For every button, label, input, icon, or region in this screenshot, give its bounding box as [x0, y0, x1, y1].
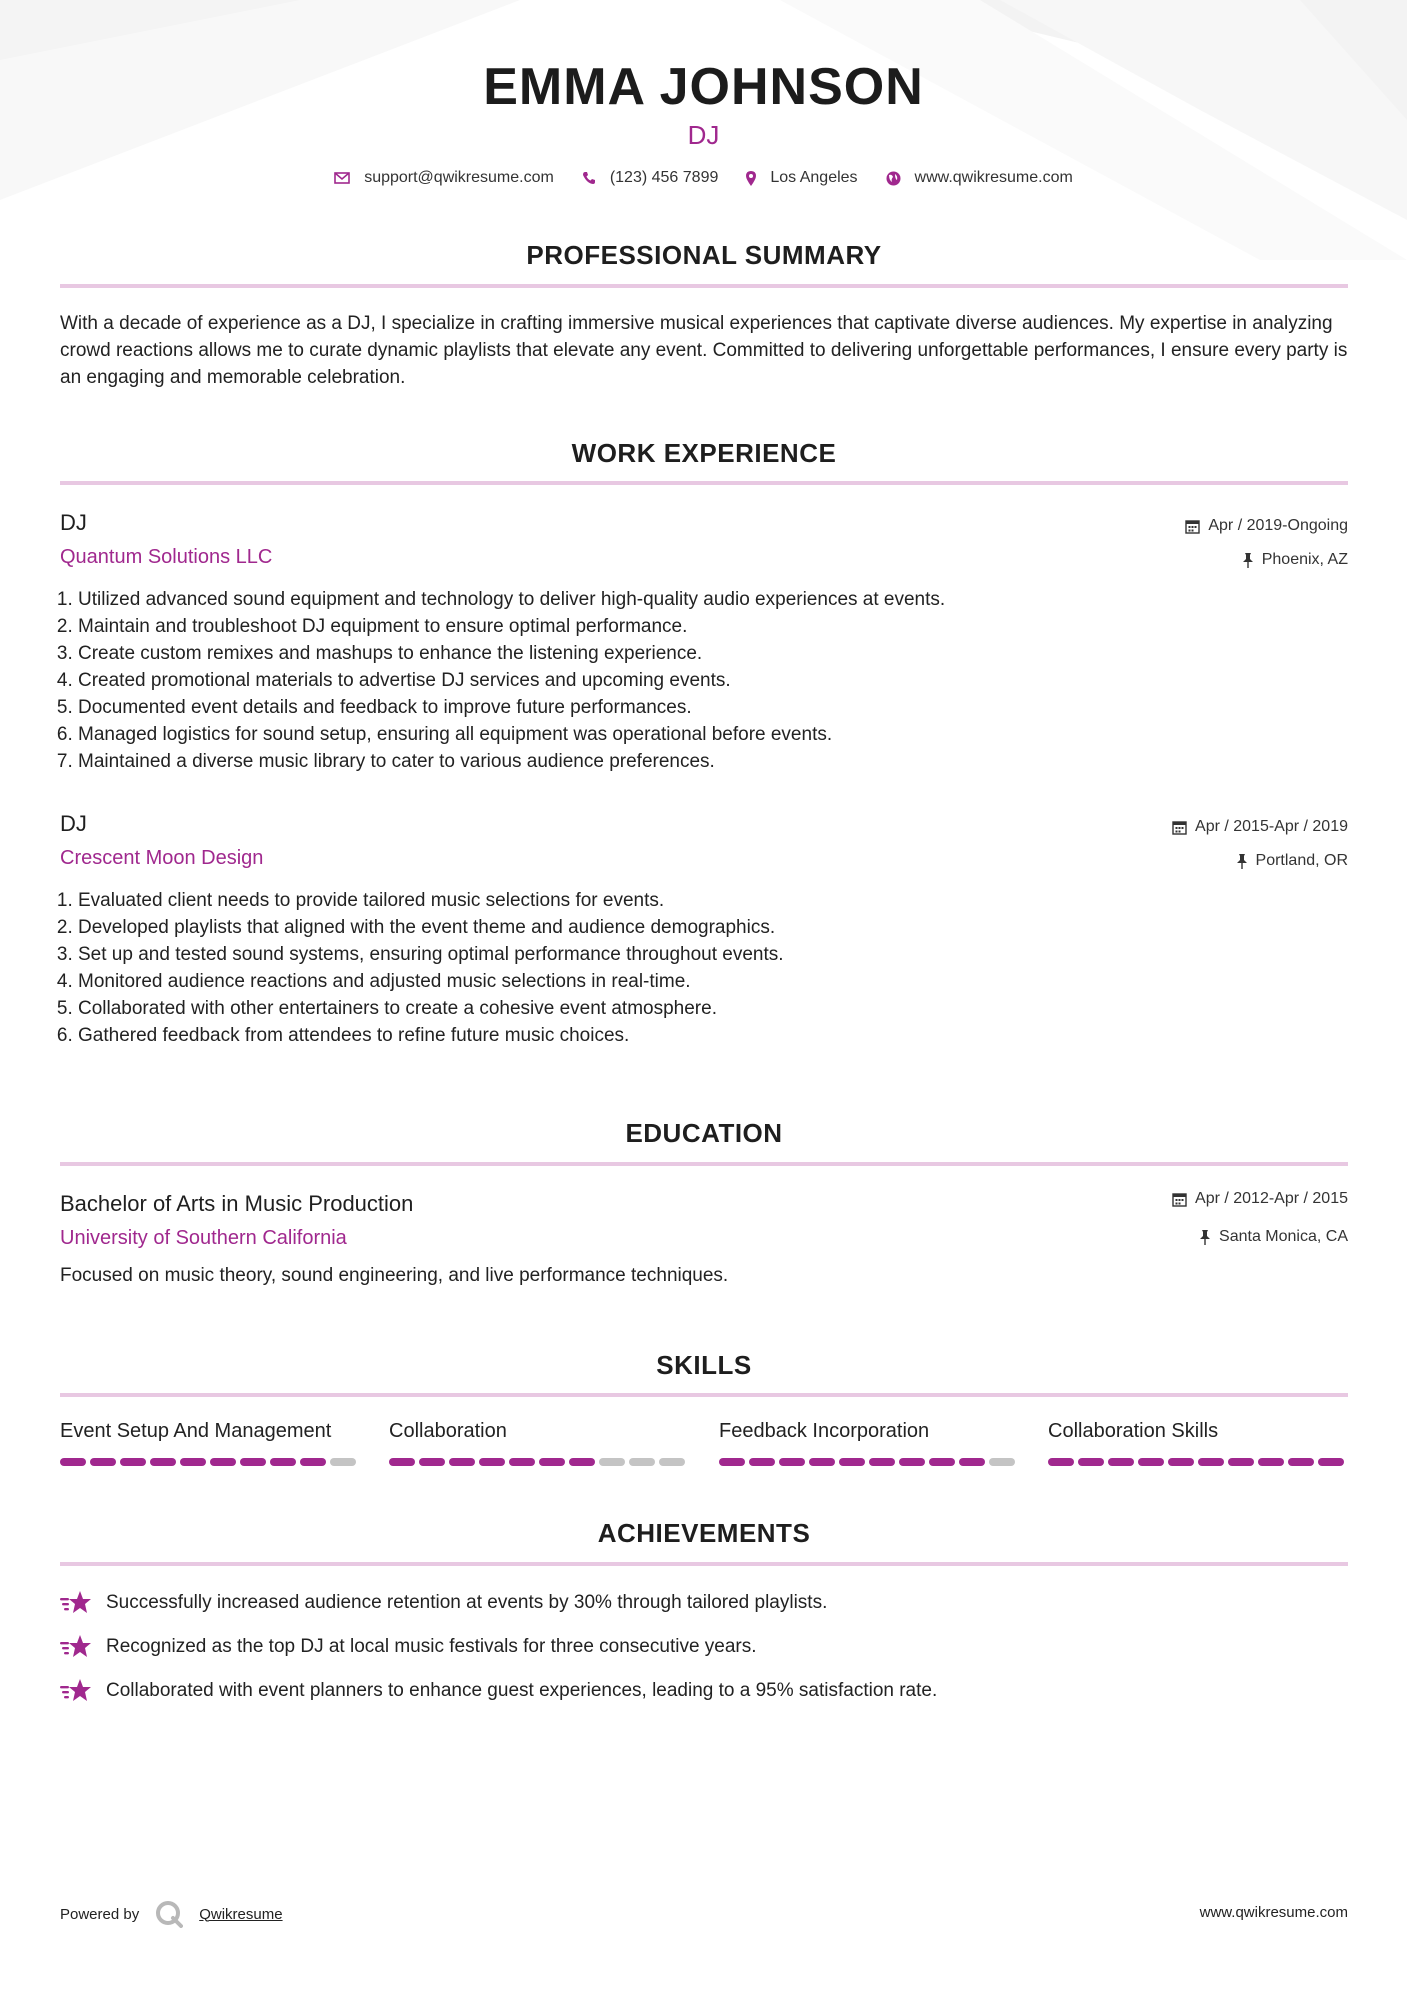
skill-dot-filled	[869, 1458, 895, 1466]
list-item: 5. Documented event details and feedback to improve future performances.	[78, 694, 1338, 721]
job-responsibilities	[56, 887, 1338, 1049]
skill-dot-filled	[449, 1458, 475, 1466]
list-item: 2. Maintain and troubleshoot DJ equipment to ensure optimal performance.	[78, 613, 1338, 640]
job-title: DJ	[60, 510, 87, 535]
skill-dot-filled	[389, 1458, 415, 1466]
list-item: 3. Create custom remixes and mashups to enhance the listening experience.	[78, 640, 1338, 667]
list-item: 2. Developed playlists that aligned with the event theme and audience demographics.	[78, 914, 1338, 941]
skill-dot-filled	[1108, 1458, 1134, 1466]
skill-dot-filled	[719, 1458, 745, 1466]
skill-dot-filled	[749, 1458, 775, 1466]
skill-dot-filled	[509, 1458, 535, 1466]
job-title: DJ	[60, 811, 87, 836]
contact-location-text: Los Angeles	[770, 169, 858, 186]
calendar-icon	[1185, 519, 1200, 534]
skill-dot-filled	[60, 1458, 86, 1466]
achievement-item	[60, 1590, 827, 1616]
job-location-text: Portland, OR	[1255, 852, 1348, 869]
achievement-item	[60, 1678, 937, 1704]
job-company: Quantum Solutions LLC	[60, 546, 273, 568]
skill-dot-filled	[779, 1458, 805, 1466]
skill-item	[389, 1420, 689, 1466]
skill-dot-filled	[1198, 1458, 1224, 1466]
skill-dot-filled	[150, 1458, 176, 1466]
resume-header	[0, 56, 1407, 187]
skill-dot-empty	[989, 1458, 1015, 1466]
contact-phone-text: (123) 456 7899	[609, 169, 719, 186]
skill-dot-filled	[240, 1458, 266, 1466]
skill-dot-filled	[899, 1458, 925, 1466]
job-dates	[1172, 818, 1348, 836]
job-dates-text: Apr / 2019-Ongoing	[1208, 517, 1348, 534]
achievement-text: Recognized as the top DJ at local music festivals for three consecutive years.	[106, 1636, 757, 1657]
skills-divider	[60, 1393, 1348, 1397]
skill-dot-empty	[330, 1458, 356, 1466]
experience-divider	[60, 481, 1348, 485]
list-item: 1. Utilized advanced sound equipment and technology to deliver high-quality audio experiences at events.	[78, 586, 1338, 613]
job-company: Crescent Moon Design	[60, 847, 264, 869]
achievements-heading: ACHIEVEMENTS	[597, 1518, 811, 1548]
skill-dot-filled	[90, 1458, 116, 1466]
skill-dot-filled	[569, 1458, 595, 1466]
skill-dot-filled	[539, 1458, 565, 1466]
phone-icon	[582, 171, 596, 185]
skill-dot-empty	[599, 1458, 625, 1466]
skill-dot-filled	[479, 1458, 505, 1466]
skill-dot-filled	[809, 1458, 835, 1466]
shooting-star-icon	[60, 1678, 92, 1704]
education-divider	[60, 1162, 1348, 1166]
skill-name: Feedback Incorporation	[719, 1420, 930, 1442]
skill-dot-filled	[929, 1458, 955, 1466]
contact-phone[interactable]	[582, 169, 719, 187]
skill-dot-filled	[1228, 1458, 1254, 1466]
skill-dot-filled	[839, 1458, 865, 1466]
achievement-text: Successfully increased audience retention at events by 30% through tailored playlists.	[106, 1592, 828, 1613]
job-dates	[1185, 517, 1348, 535]
skill-dot-filled	[1048, 1458, 1074, 1466]
education-heading: EDUCATION	[625, 1118, 783, 1148]
job-location-text: Phoenix, AZ	[1261, 551, 1348, 568]
skill-level-bar	[719, 1458, 1019, 1466]
skill-dot-empty	[629, 1458, 655, 1466]
summary-text: With a decade of experience as a DJ, I specialize in crafting immersive musical experiences that captivate diverse audiences. My expertise in analyzing crowd reactions allows me to curate dynamic playlists that elevate any event. Committed to delivering unforgettable performances, I ensure every party is an engaging and memorable celebration.	[60, 313, 1348, 388]
footer-powered-by	[60, 1900, 283, 1928]
envelope-icon	[334, 172, 350, 184]
skill-dot-filled	[959, 1458, 985, 1466]
skill-item	[719, 1420, 1019, 1466]
skill-name: Collaboration Skills	[1048, 1420, 1219, 1442]
skill-item	[60, 1420, 360, 1466]
qwikresume-logo-icon	[155, 1900, 183, 1928]
education-description: Focused on music theory, sound engineering, and live performance techniques.	[60, 1265, 729, 1286]
candidate-name: EMMA JOHNSON	[483, 58, 924, 116]
shooting-star-icon	[60, 1634, 92, 1660]
education-dates	[1172, 1190, 1348, 1208]
skill-dot-filled	[419, 1458, 445, 1466]
skill-name: Collaboration	[389, 1420, 507, 1442]
skill-dot-filled	[300, 1458, 326, 1466]
globe-icon	[886, 171, 901, 186]
education-location-text: Santa Monica, CA	[1219, 1228, 1348, 1245]
thumbtack-icon	[1199, 1230, 1211, 1245]
skill-dot-filled	[120, 1458, 146, 1466]
education-dates-text: Apr / 2012-Apr / 2015	[1195, 1190, 1348, 1207]
powered-by-label: Powered by	[60, 1905, 140, 1923]
skill-name: Event Setup And Management	[60, 1420, 332, 1442]
skill-dot-filled	[1318, 1458, 1344, 1466]
skill-dot-empty	[659, 1458, 685, 1466]
calendar-icon	[1172, 820, 1187, 835]
qwikresume-link[interactable]: Qwikresume	[199, 1905, 283, 1923]
achievement-item	[60, 1634, 757, 1660]
contact-email[interactable]	[334, 169, 554, 187]
contact-location	[746, 169, 857, 187]
list-item: 7. Maintained a diverse music library to cater to various audience preferences.	[78, 748, 1338, 775]
summary-heading: PROFESSIONAL SUMMARY	[526, 240, 882, 270]
skill-dot-filled	[270, 1458, 296, 1466]
map-pin-icon	[746, 171, 756, 186]
skill-dot-filled	[1258, 1458, 1284, 1466]
education-location	[1199, 1228, 1348, 1246]
thumbtack-icon	[1242, 553, 1254, 568]
list-item: 6. Gathered feedback from attendees to refine future music choices.	[78, 1022, 1338, 1049]
skill-level-bar	[389, 1458, 689, 1466]
contact-website-text: www.qwikresume.com	[914, 169, 1073, 186]
skill-dot-filled	[1168, 1458, 1194, 1466]
list-item: 3. Set up and tested sound systems, ensuring optimal performance throughout events.	[78, 941, 1338, 968]
summary-divider	[60, 284, 1348, 288]
skill-level-bar	[60, 1458, 360, 1466]
candidate-role: DJ	[687, 120, 720, 150]
skill-dot-filled	[180, 1458, 206, 1466]
list-item: 1. Evaluated client needs to provide tailored music selections for events.	[78, 887, 1338, 914]
thumbtack-icon	[1236, 854, 1248, 869]
contact-website[interactable]	[886, 169, 1073, 187]
list-item: 4. Monitored audience reactions and adjusted music selections in real-time.	[78, 968, 1338, 995]
achievement-text: Collaborated with event planners to enhance guest experiences, leading to a 95% satisfaction rate.	[106, 1680, 938, 1701]
achievements-divider	[60, 1562, 1348, 1566]
skills-heading: SKILLS	[656, 1350, 752, 1380]
skill-level-bar	[1048, 1458, 1348, 1466]
job-dates-text: Apr / 2015-Apr / 2019	[1195, 818, 1348, 835]
list-item: 4. Created promotional materials to advertise DJ services and upcoming events.	[78, 667, 1338, 694]
footer-website-link[interactable]: www.qwikresume.com	[1199, 1904, 1348, 1921]
list-item: 6. Managed logistics for sound setup, ensuring all equipment was operational before events.	[78, 721, 1338, 748]
calendar-icon	[1172, 1192, 1187, 1207]
job-location	[1242, 551, 1348, 569]
education-degree: Bachelor of Arts in Music Production	[60, 1191, 414, 1216]
skill-dot-filled	[1078, 1458, 1104, 1466]
education-school: University of Southern California	[60, 1227, 347, 1249]
skill-item	[1048, 1420, 1348, 1466]
skill-dot-filled	[1288, 1458, 1314, 1466]
contact-row	[0, 169, 1407, 187]
contact-email-text: support@qwikresume.com	[364, 169, 554, 186]
skill-dot-filled	[1138, 1458, 1164, 1466]
shooting-star-icon	[60, 1590, 92, 1616]
list-item: 5. Collaborated with other entertainers to create a cohesive event atmosphere.	[78, 995, 1338, 1022]
job-location	[1236, 852, 1348, 870]
skill-dot-filled	[210, 1458, 236, 1466]
job-responsibilities	[56, 586, 1338, 775]
experience-heading: WORK EXPERIENCE	[571, 438, 837, 468]
